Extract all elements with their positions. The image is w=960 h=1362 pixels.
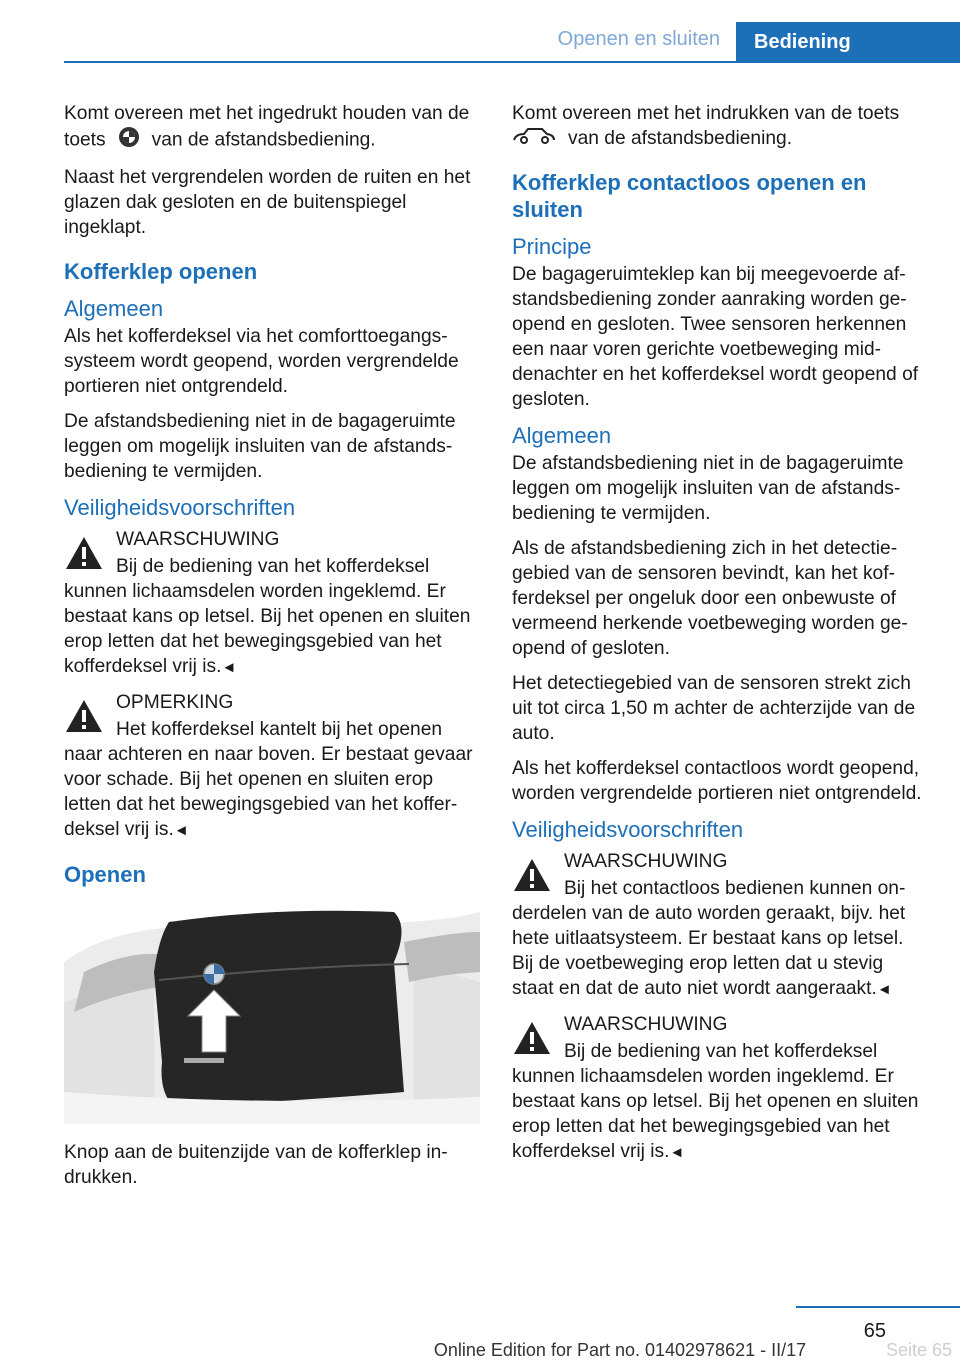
- paragraph: De afstandsbediening niet in de bagageruimte leggen om mogelijk insluiten van de afstandsbediening te vermijden.: [64, 411, 456, 482]
- header-section-title: Openen en sluiten: [557, 28, 720, 50]
- car-outline-icon: [512, 126, 556, 151]
- warning-title: WAARSCHUWING: [564, 851, 728, 873]
- notice-block: [64, 690, 482, 843]
- warning-block: [512, 1012, 928, 1165]
- page-number: 65: [863, 1320, 886, 1342]
- heading-kofferklep-openen: Kofferklep openen: [64, 259, 258, 284]
- warning-block: [512, 849, 928, 1002]
- end-mark: ◄: [669, 1144, 685, 1162]
- warning-body: Bij de bediening van het kofferdeksel kunnen lichaamsdelen worden ingeklemd. Er bestaat kans op letsel. Bij het openen en sluiten erop letten dat het bewegingsgebied van het kofferdeksel vrij is.◄: [512, 1041, 919, 1163]
- paragraph: Het detectiegebied van de sensoren strekt zich uit tot circa 1,50 m achter de achterzijde van de auto.: [512, 673, 916, 745]
- warning-block: [64, 527, 482, 680]
- subheading-veiligheidsvoorschriften: Veiligheidsvoorschriften: [512, 817, 744, 843]
- notice-title: OPMERKING: [116, 692, 234, 713]
- warning-title: WAARSCHUWING: [564, 1014, 728, 1036]
- subheading-algemeen: Algemeen: [512, 423, 612, 449]
- warning-title: WAARSCHUWING: [116, 529, 280, 550]
- warning-triangle-icon: [512, 1020, 552, 1056]
- subheading-veiligheidsvoorschriften: Veiligheidsvoorschriften: [64, 495, 296, 520]
- paragraph: Knop aan de buitenzijde van de kofferklep indrukken.: [64, 1142, 448, 1188]
- warning-triangle-icon: [64, 535, 104, 571]
- heading-kofferklep-contactloos: Kofferklep contactloos openen en sluiten: [512, 170, 867, 223]
- bmw-logo-button-icon: [118, 126, 140, 155]
- paragraph: Naast het vergrendelen worden de ruiten en het glazen dak gesloten en de buitenspiegel ingeklapt.: [64, 167, 471, 238]
- footer-watermark: Seite 65: [885, 1340, 952, 1360]
- warning-body: Bij de bediening van het kofferdeksel kunnen lichaamsdelen worden ingeklemd. Er bestaat kans op letsel. Bij het openen en sluiten erop letten dat het bewegingsgebied van het kofferdeksel vrij is.◄: [64, 556, 471, 677]
- notice-body: Het kofferdeksel kantelt bij het openen naar achteren en naar boven. Er bestaat gevaar voor schade. Bij het openen en sluiten erop letten dat het bewegingsgebied van het kofferdeksel vrij is.◄: [64, 719, 473, 840]
- warning-triangle-icon: [512, 857, 552, 893]
- paragraph: Komt overeen met het indrukken van de toets van de afstandsbediening.: [512, 101, 928, 151]
- heading-openen: Openen: [64, 862, 146, 887]
- subheading-principe: Principe: [512, 234, 592, 260]
- end-mark: ◄: [173, 822, 189, 839]
- header-rule: [64, 61, 960, 63]
- paragraph: Als het kofferdeksel via het comforttoegangssysteem wordt geopend, worden vergrendelde portieren niet ontgrendeld.: [64, 326, 459, 397]
- warning-triangle-icon: [64, 698, 104, 734]
- paragraph: De afstandsbediening niet in de bagageruimte leggen om mogelijk insluiten van de afstandsbediening te vermijden.: [512, 453, 904, 525]
- paragraph: Als de afstandsbediening zich in het detectiegebied van de sensoren bevindt, kan het kofferdeksel per ongeluk door een onbewuste of vermeend herkende voetbeweging worden geopend of gesloten.: [512, 538, 908, 660]
- paragraph: Als het kofferdeksel contactloos wordt geopend, worden vergrendelde portieren niet ontgrendeld.: [512, 758, 922, 805]
- footer-rule: [796, 1306, 960, 1308]
- trunk-lid-photo: [64, 902, 480, 1124]
- subheading-algemeen: Algemeen: [64, 296, 164, 321]
- end-mark: ◄: [221, 659, 237, 676]
- paragraph: Komt overeen met het ingedrukt houden van de toets van de afstandsbediening.: [64, 101, 482, 155]
- right-column: [512, 101, 928, 1175]
- header-chapter-tab: Bediening: [736, 22, 960, 63]
- left-column: [64, 101, 482, 1200]
- footer-edition: Online Edition for Part no. 01402978621 - II/17: [433, 1340, 807, 1360]
- end-mark: ◄: [876, 981, 892, 999]
- warning-body: Bij het contactloos bedienen kunnen onderdelen van de auto worden geraakt, bijv. het hete uitlaatsysteem. Er bestaat kans op letsel. Bij de voetbeweging erop letten dat u stevig staat en dat de auto niet wordt aangeraakt.◄: [512, 878, 906, 1000]
- paragraph: De bagageruimteklep kan bij meegevoerde afstandsbediening zonder aanraking worden geopend en gesloten. Twee sensoren herkennen een naar voren gerichte voetbeweging middenachter en het kofferdeksel wordt geopend of gesloten.: [512, 264, 919, 411]
